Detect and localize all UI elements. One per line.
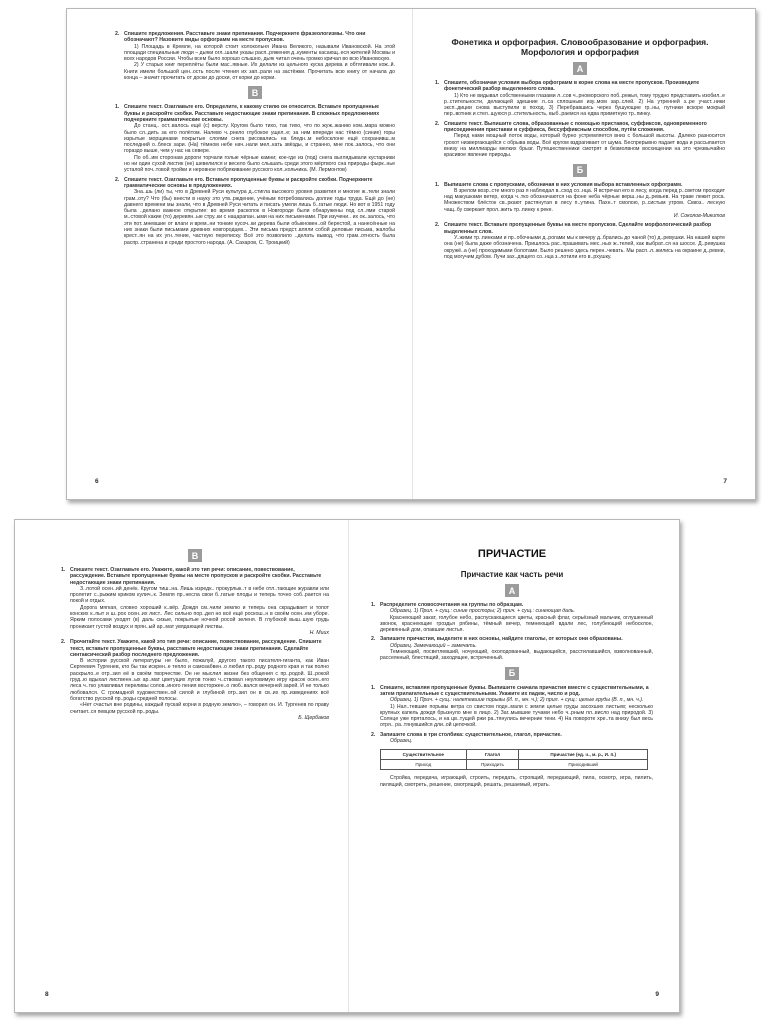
task-paragraph: Краснеющий закат, голубое небо, распускающиеся цветы, красный флаг, серьёзный мальчик, оглушенный звонок, краснеющие гроздья рябины, тёмный вечер, темнеющий вдали лес, голубеющий небосклон, деревянный дом, опавшие листья. <box>380 614 653 634</box>
spread-gutter <box>412 9 413 499</box>
spread-gutter <box>348 520 349 1012</box>
page-number: 9 <box>655 991 659 998</box>
task-number: 2. <box>371 636 376 643</box>
level-badge-b: Б <box>573 164 587 177</box>
task-paragraph: До станц.. ост..валось ещё (с) версту. Кругом было тихо, так тихо, что по жуж..жанию ком..мара можно было сл..дить за его полётом. Налево ч..рнело глубокое ущел..е; за ним впереди нас тёмно (синие) горы изрытые морщинами покрытые слоями снега рисовались на бледн..м небосклоне ещё сохранивш..м последний о..блеск зари. (На) тёмном небе нач..нали мел..кать звёзды, и странно, мне пок..залось, что они гораздо выше, чем у нас на севере. <box>124 123 395 155</box>
task-paragraph: У..жими тр..пинками и пр..обочными д..рогами мы к вечеру д..брались до чаной (то) д..ревушки. На нашей карте она (не) была даже обозначена. Пришлось рас..прашивать мес..ных ж..телей, как выбрат..ся на шоссе. Д..ревушка окружё..а (не) проходимыми болотами. Было решено здесь перен..чевать. Мы расп..л..жились на окраине д..ревни, под могучим дубом. Лучи зах..дящего со..нца з..лотили его в..рхушку. <box>444 234 725 260</box>
table-cell: Приход <box>381 760 467 770</box>
task <box>371 685 653 729</box>
book-spread-top <box>66 8 756 500</box>
task-title: Спишите, обозначая условия выбора орфограмм в корне слова на месте пропусков. Произведите фонетический разбор выделенного слова. <box>444 80 700 93</box>
text-author: Н. Миих <box>309 629 329 636</box>
task-sample: Образец. 1) Прич. + сущ.: налетевшие порывы (И. п., мн. ч.); 2) прил. + сущ.: целые груды (В. п., мн. ч.). <box>390 697 644 704</box>
task-paragraph: Темнеющий, посветлевший, ночующий, охолодованный, выдающийся, расстилавшийся, взволнованный, рассеянный, блестящий, заходящее, встреченный. <box>380 649 653 662</box>
task <box>435 222 725 260</box>
text-author: Б. Щербаков <box>298 714 329 721</box>
task-paragraph: В зрелом возр..сте много раз я наблюдал в..сход со..нца. Я встречал его в лесу, когда перед р..светом проходит над макушками ветер, когда ч..тко обозначаются на фоне неба чёрные верш..ны д..ревьев. На траве лежит роса. Множеством блёсток св..ркают растянутая в лесу п..утина. Пахн..т смолою, р..систым утром. Сквоз.. лесную чащ..бу сверкает прол..жить тр..пинку к реке. <box>444 187 725 213</box>
task <box>371 732 653 788</box>
page-9-content <box>371 544 653 791</box>
task <box>435 182 725 220</box>
task-title: Спишите, вставляя пропущенные буквы. Выпишите сначала причастия вместе с существительными, а затем прилагательные с существительными. Укажите их падеж, число и род. <box>380 684 649 697</box>
task-title: Спишите текст. Озаглавьте его. Укажите, какой это тип речи: описание, повествование, рассуждение. Вставьте пропущенные буквы на месте пропусков и раскройте скобки. Расставьте недостающие знаки препинания. <box>70 567 322 586</box>
task-number: 2. <box>371 731 376 738</box>
task-title: Выпишите слова с пропусками, обозначая в них условия выбора вставленных орфограмм. <box>444 181 683 188</box>
task-paragraph: 1) Нал..тевшие порывы ветра со свистом подн..мали с земли целые груды засохших листьев; несколько крупных капель дождя брызнуло мне в лицо. 2) Заг..мывшие тучами небо ч..рным пл..висло над природой. 3) Солнце уже пряталось, и на цв..тущей ржи ра..тянулись вечерние тени. 4) На повороте хре..та внизу был весь отря.. ра..тянувшийся дли..ой цепочкой. <box>380 703 653 729</box>
page-number: 6 <box>95 478 99 485</box>
task-paragraph: Зна..шь (ли) ты, что в Древней Руси культура д..стигла высокого уровня развития и многие ж..тели знали грам..оту? Что (бы) внести в науку это утв..рждение, учёным потребовались долгие годы труда. Ещё до (не) давнего времени мы знали, что в Древней Руси читать и писать умели лишь б..гатые люди. Но вот в 1951 году была ..делано важное открытие: во время раскопок в Новгороде были обнаружены под сл..ями старой м..стовой какие (то) деревян..ые стру..ки с нацарапан..ыми на них письменами. При изучени.. их ок..залось, что эти пот..мневшие от влаги и врем..ни тонкие кусоч..ки дерева были обыкновен..ой берестой, а нанесённые на них знаки были письмами древних новгородцев... Эти письма предст..вляли собой деловые письма, жалобы крест..ян на их угн..тение, частную переписку. Всё это позволило ..делать вывод, что грам..отность была распр..странена и среди простого народа. (А. Сахаров, С. Троицкий) <box>124 189 395 246</box>
task-number: 2. <box>61 639 66 646</box>
task-number: 1. <box>61 567 66 573</box>
task-number: 1. <box>435 181 440 188</box>
task-title: Спишите предложения. Расставьте знаки препинания. Подчеркните фразеологизмы. Что они обозначают? Назовите виды орфограмм на месте пропусков. <box>124 31 366 44</box>
task-paragraph: 1) Кто не видывал собственными глазами л..сов ч..рноморского поб..режья, тому трудно представить изобил..е р..стительности, делающей здешние л..са сплошным изу..мом зар..слей. 2) На утренней з..ре участ..ники эксп..диции снова выступили в поход. 3) Перебравшись через бушующие гр..ны, путники вскоре мокрый пер..вотник и стел..щуюся р..стительность, выб..раемся на едва приметную тр..пинку. <box>444 92 725 118</box>
section-heading: Фонетика и орфография. Словообразование и орфография. Морфология и орфография <box>451 37 709 57</box>
task-paragraph: З..лотой осен..ий денёк. Кругом тиш..на. Лишь изредк.. прокурлык..т в небе отл..тающие журавли или пролетит с..рыжим криком кулич..к. Земля пр..несла свои б..гатые плоды и теперь точно соб..рается на покой и отдых. <box>70 585 329 605</box>
task-title: Спишите текст. Выпишите слова, образованные с помощью приставок, суффиксов, одновременного присоединения приставки и суффикса, бессуффиксным способом, путём сложения. <box>444 120 707 134</box>
table-cell: Приходивший <box>519 760 648 770</box>
task-number: 1. <box>115 104 120 111</box>
level-badge-a: А <box>505 584 519 597</box>
task <box>61 639 329 721</box>
task-title: Спишите текст. Вставьте пропущенные буквы на месте пропусков. Сделайте морфологический разбор выделенных слов. <box>444 222 712 235</box>
task-paragraph: Дорога мягкая, словно хороший к..вёр. Дождя см..чили землю и теперь она скрадывает и топот конских к..пыт и ш..рох осен..их лист.. Лес сильно пор..дел но всё ещё роскош..н в своём осен..ем уборе. Ярким полосами уходят (в) даль сизые, покрытые ночной росой зеленя. В глубокой выш..шую грудь проникает густой воздух и прян..ый ар..мат увядающей листвы. <box>70 604 329 630</box>
table-cell: Приходить <box>466 760 519 770</box>
task <box>371 636 653 661</box>
task-paragraph: 1) Площадь в Кремле, на которой стоит колокольня Ивана Великого, называли Ивановской. На этой площади специальные люди – дьяки огл..шали указы расп..ряжения д..кументы касающ..еся жителей Москвы и всех народов России. Чтобы всем было хорошо слышно, дьяк читал очень громко кричал во всю Ивановскую. <box>124 43 395 63</box>
task-paragraph: В истории русской литературы не было, пожалуй, другого такого писателя-гиганта, как Иван Сергеевич Тургенев, кто бы так искрен..е тепло и самозабвен..о любил пр..роду родного края и так полно раскрыло..е отр..зил её в своём творчестве. Он не мыслил жизни без общения с пр..родой. Ш..рокой груд..ю вдыхал лиственн..ых ар..мат цветущих лугов тонко ч..ствовал неуловимую игру красок осен..его леса ч..тко улавливал переливы солов..иного пения восторжен..о люб..вался вечерней зарей. И не только любовался. С громадной художествен..ой силой и глубиной отр..зил он в св..их пр..изведениях всё богатство русской пр..роды средней полосы. <box>70 658 329 702</box>
task-title: Спишите текст. Озаглавьте его. Вставьте пропущенные буквы и раскройте скобки. Подчеркните грамматические основы в предложениях. <box>124 176 373 189</box>
table-header-cell: Глагол <box>466 750 519 760</box>
task-sample: Образец. Замечающий – замечать. <box>390 642 477 649</box>
task-paragraph: По об..им сторонам дороги торчали голые чёрные камни; кое-где из (под) снега выглядывали кустарники но ни один сухой листик (не) шевелился и весело было слышать среди этого мёртвого сна природы фырк..нье усталой поч..товой тройки и неровное побрякивание русского кол..кольчика. (М. Лермонтов) <box>124 154 395 174</box>
word-table <box>380 749 648 770</box>
task-sample: Образец. <box>390 738 413 745</box>
page-number: 8 <box>45 991 49 998</box>
task-title: Распределите словосочетания на группы по образцам. <box>380 602 524 608</box>
page-7-content <box>435 31 725 263</box>
task-number: 1. <box>371 602 376 608</box>
task-number: 1. <box>435 80 440 86</box>
task-number: 2. <box>115 31 120 37</box>
table-header-row <box>381 750 648 760</box>
table-header-cell: Существительное <box>381 750 467 760</box>
level-badge-b: Б <box>505 667 519 680</box>
level-badge-a: А <box>573 62 587 75</box>
task <box>435 121 725 159</box>
text-author: И. Соколов-Микитов <box>673 213 725 220</box>
task-paragraph: Перед нами мощный поток воды, который бурно устремляется вниз с большой высоты. Далеко разносится грохот низвергающейся с обрыва воды. Всё кругом вздрагивает от шума. Беспрерывно падает вода и рассыпается внизу на миллиарды мелких брызг. Путешественники смотрят в безмолвном восхищении на это чрезвычайно красивое явление природы. <box>444 133 725 159</box>
task-title: Запишите причастия, выделите в них основы, найдите глаголы, от которых они образованы. <box>380 636 623 643</box>
page-8-content <box>61 544 329 724</box>
page-number: 7 <box>723 478 727 485</box>
task <box>115 177 395 246</box>
task-title: Запишите слова в три столбика: существительное, глагол, причастие. <box>380 731 562 738</box>
task-number: 2. <box>435 222 440 229</box>
task-title: Прочитайте текст. Укажите, какой это тип речи: описание, повествование, рассуждение. Спишите текст, вставьте пропущенные буквы, расставьте недостающие знаки препинания. Сделайте синтаксический разбор последнего предложения. <box>70 639 322 658</box>
table-header-cell: Причастие (ед. ч., м. р., И. п.) <box>519 750 648 760</box>
task-title: Спишите текст. Озаглавьте его. Определите, к какому стилю он относится. Вставьте пропущенные буквы и раскройте скобки. Расставьте недостающие знаки препинания. В сложных предложениях подчеркните грамматические основы. <box>124 104 380 123</box>
level-badge-v: В <box>248 86 262 99</box>
task-paragraph: 2) У старых книг переплёты были мас..явные. Их делали из цельного куска дерева и обтягивали кож..й. Книги имели большой цен..ость после чтения их зап..рали на застёжки. Прочитать всю книгу от начала до конца – значит прочитать от доски до доски, от корки до корки. <box>124 62 395 82</box>
task <box>435 80 725 118</box>
page-6-content <box>115 31 395 249</box>
section-heading: Причастие как часть речи <box>460 570 564 579</box>
task <box>371 602 653 633</box>
table-row <box>381 760 648 770</box>
level-badge-v: В <box>188 549 202 562</box>
chapter-title: ПРИЧАСТИЕ <box>477 548 547 560</box>
task-number: 1. <box>371 684 376 691</box>
task <box>115 31 395 81</box>
task-number: 2. <box>115 176 120 183</box>
task-paragraph: Стройка, передача, играющий, строить, передать, строящий, передающий, пила, осмотр, игра, пилить, пилящий, смотреть, решение, смотрящий, решать, решаемый, играть. <box>380 775 653 788</box>
task <box>61 567 329 636</box>
task-sample: Образец. 1) Прил. + сущ.: синие просторы; 2) прич. + сущ.: синеющая даль. <box>390 608 575 615</box>
task <box>115 104 395 173</box>
book-spread-bottom <box>14 519 680 1013</box>
task-paragraph: «Нет счастья вне родины, каждый пускай корни в родную землю», – говорил он. И. Тургенев по праву считает..ся певцом русской пр..роды. <box>70 702 329 715</box>
task-number: 2. <box>435 120 440 127</box>
